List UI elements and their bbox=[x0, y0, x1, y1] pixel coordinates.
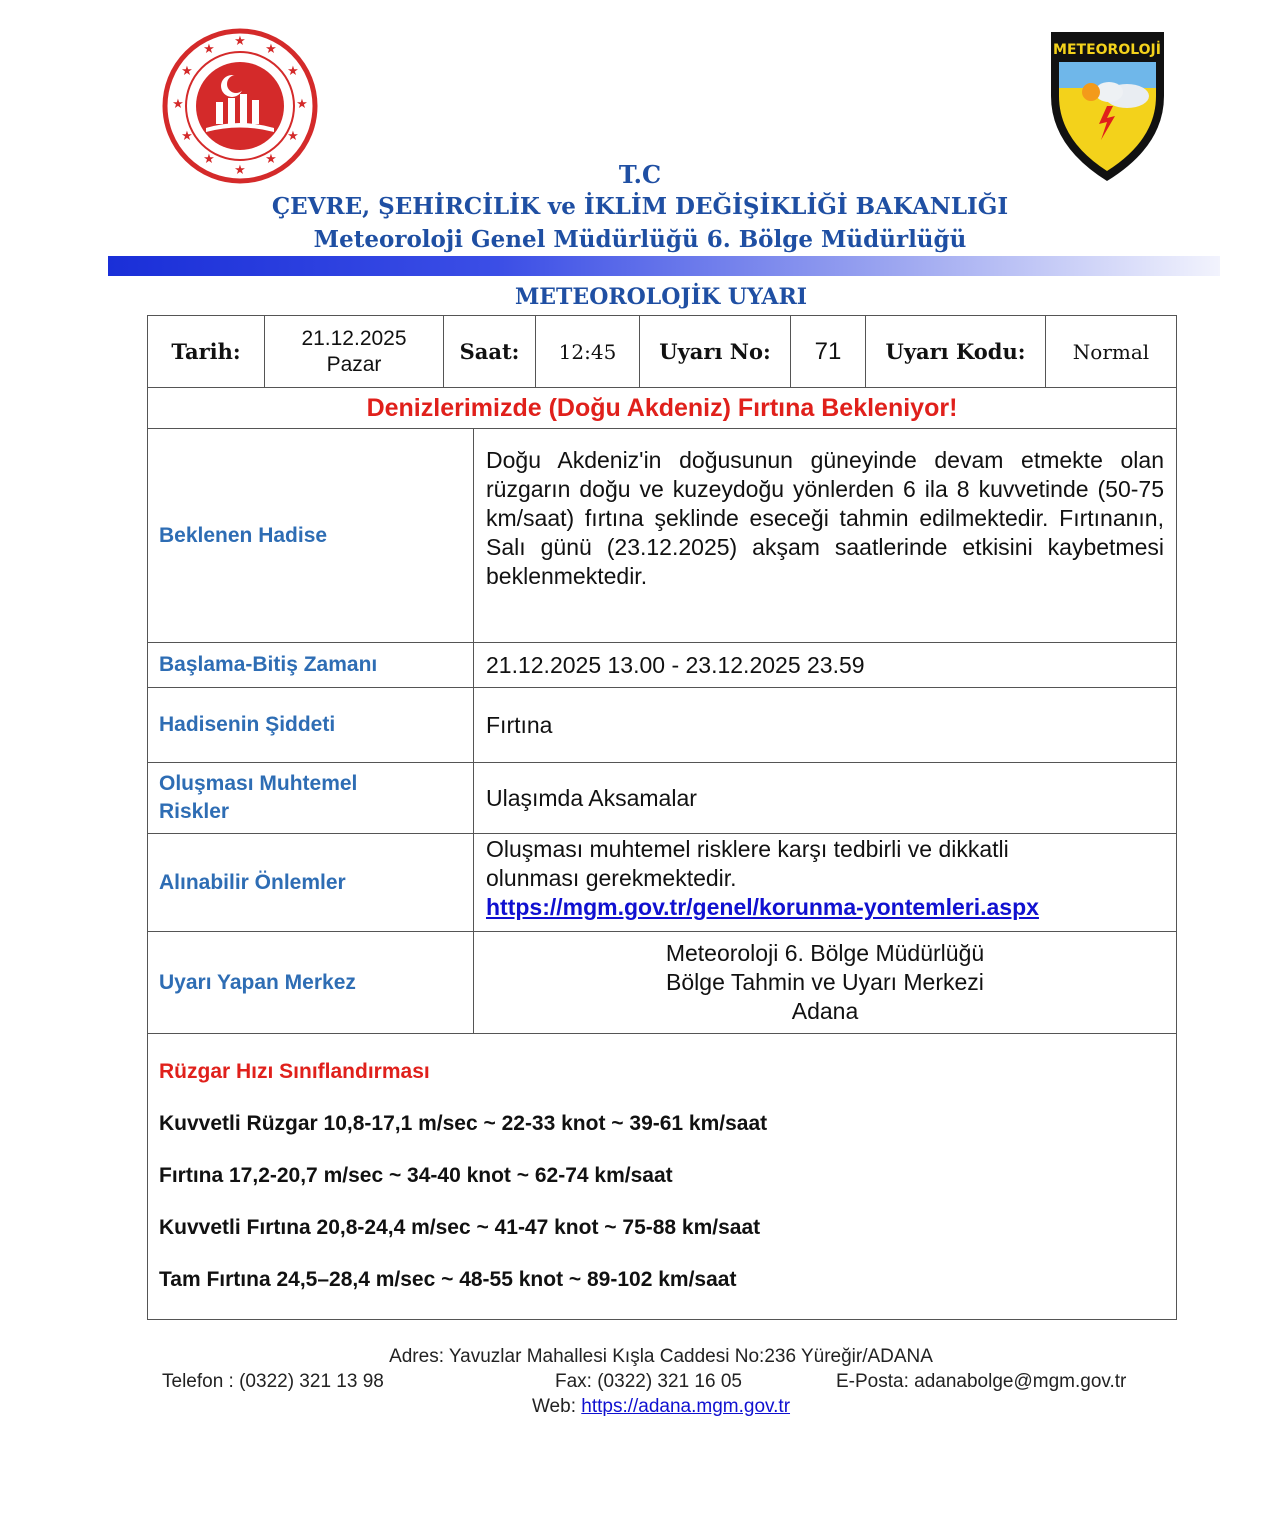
badge-text: METEOROLOJİ bbox=[1053, 42, 1161, 58]
warning-no-label: Uyarı No: bbox=[640, 316, 791, 387]
header-gradient-bar bbox=[108, 256, 1220, 276]
severity-row bbox=[148, 687, 1176, 762]
event-value: Doğu Akdeniz'in doğusunun güneyinde devam etmekte olan rüzgarın doğu ve kuzeydoğu yönlerden 6 ila 8 kuvvetinde (50-75 km/saat) fırtına şeklinde eseceği tahmin edilmektedir. Fırtınanın, Salı günü (23.12.2025) akşam saatlerinde etkisini kaybetmesi beklenmektedir. bbox=[486, 447, 1164, 589]
severity-label: Hadisenin Şiddeti bbox=[148, 688, 474, 762]
svg-text:★: ★ bbox=[181, 129, 193, 144]
warning-no-value: 71 bbox=[791, 316, 866, 387]
warning-code-value: Normal bbox=[1072, 339, 1150, 364]
severity-value: Fırtına bbox=[486, 711, 553, 738]
footer-email: E-Posta: adanabolge@mgm.gov.tr bbox=[836, 1371, 1127, 1392]
event-value-cell bbox=[474, 429, 1176, 642]
risks-value: Ulaşımda Aksamalar bbox=[486, 784, 697, 811]
wind-classification bbox=[148, 1033, 1176, 1319]
center-row bbox=[148, 931, 1176, 1033]
center-line-2: Bölge Tahmin ve Uyarı Merkezi bbox=[666, 969, 984, 995]
footer-address: Adres: Yavuzlar Mahallesi Kışla Caddesi No:236 Yüreğir/ADANA bbox=[389, 1346, 933, 1367]
measures-row bbox=[148, 833, 1176, 931]
measures-label: Alınabilir Önlemler bbox=[148, 834, 474, 931]
svg-text:★: ★ bbox=[172, 97, 184, 112]
measures-value-cell bbox=[474, 834, 1176, 931]
footer-web bbox=[0, 1396, 1280, 1418]
date-label: Tarih: bbox=[148, 316, 265, 387]
header-directorate: Meteoroloji Genel Müdürlüğü 6. Bölge Müdürlüğü bbox=[313, 226, 967, 253]
protection-methods-link[interactable]: https://mgm.gov.tr/genel/korunma-yontemleri.aspx bbox=[486, 894, 1039, 920]
svg-text:★: ★ bbox=[203, 42, 215, 57]
svg-text:★: ★ bbox=[203, 152, 215, 167]
center-line-3: Adana bbox=[791, 998, 859, 1024]
footer-fax: Fax: (0322) 321 16 05 bbox=[555, 1371, 742, 1392]
footer-phone: Telefon : (0322) 321 13 98 bbox=[162, 1371, 384, 1392]
svg-text:★: ★ bbox=[287, 64, 299, 79]
measures-value: Oluşması muhtemel risklere karşı tedbirli ve dikkatli olunması gerekmektedir. bbox=[486, 836, 1009, 891]
center-label: Uyarı Yapan Merkez bbox=[148, 932, 474, 1033]
event-label: Beklenen Hadise bbox=[148, 429, 474, 642]
date-cell bbox=[265, 316, 444, 387]
svg-text:★: ★ bbox=[265, 42, 277, 57]
center-value-cell bbox=[474, 932, 1176, 1033]
warning-code-label: Uyarı Kodu: bbox=[866, 316, 1046, 387]
wind-line: Fırtına 17,2-20,7 m/sec ~ 34-40 knot ~ 62-74 km/saat bbox=[159, 1164, 673, 1187]
warning-details-table bbox=[147, 388, 1177, 1320]
period-row bbox=[148, 642, 1176, 687]
document-title: METEOROLOJİK UYARI bbox=[514, 284, 808, 310]
svg-text:★: ★ bbox=[234, 34, 246, 49]
headline: Denizlerimizde (Doğu Akdeniz) Fırtına Bekleniyor! bbox=[366, 393, 958, 422]
event-row bbox=[148, 428, 1176, 642]
svg-text:★: ★ bbox=[265, 152, 277, 167]
period-label: Başlama-Bitiş Zamanı bbox=[148, 643, 474, 687]
center-line-1: Meteoroloji 6. Bölge Müdürlüğü bbox=[665, 940, 985, 966]
period-value: 21.12.2025 13.00 - 23.12.2025 23.59 bbox=[486, 651, 865, 678]
svg-text:★: ★ bbox=[296, 97, 308, 112]
wind-title: Rüzgar Hızı Sınıflandırması bbox=[159, 1060, 430, 1083]
svg-text:★: ★ bbox=[181, 64, 193, 79]
svg-text:★: ★ bbox=[234, 163, 246, 178]
footer-web-label: Web: bbox=[531, 1396, 576, 1417]
footer-web-link[interactable]: https://adana.mgm.gov.tr bbox=[581, 1396, 791, 1417]
risks-label: Oluşması Muhtemel Riskler bbox=[148, 763, 474, 833]
time-label: Saat: bbox=[444, 316, 536, 387]
svg-text:★: ★ bbox=[287, 129, 299, 144]
wind-line: Tam Fırtına 24,5–28,4 m/sec ~ 48-55 knot ~ 89-102 km/saat bbox=[159, 1268, 737, 1291]
header-tc: T.C bbox=[618, 160, 662, 189]
day-value: Pazar bbox=[326, 352, 382, 376]
warning-info-table bbox=[147, 315, 1177, 388]
date-value: 21.12.2025 bbox=[301, 326, 407, 350]
wind-line: Kuvvetli Rüzgar 10,8-17,1 m/sec ~ 22-33 knot ~ 39-61 km/saat bbox=[159, 1112, 768, 1135]
risks-row bbox=[148, 762, 1176, 833]
wind-line: Kuvvetli Fırtına 20,8-24,4 m/sec ~ 41-47 knot ~ 75-88 km/saat bbox=[159, 1216, 761, 1239]
header-ministry: ÇEVRE, ŞEHİRCİLİK ve İKLİM DEĞİŞİKLİĞİ BAKANLIĞI bbox=[271, 193, 1009, 220]
time-value: 12:45 bbox=[536, 316, 640, 387]
